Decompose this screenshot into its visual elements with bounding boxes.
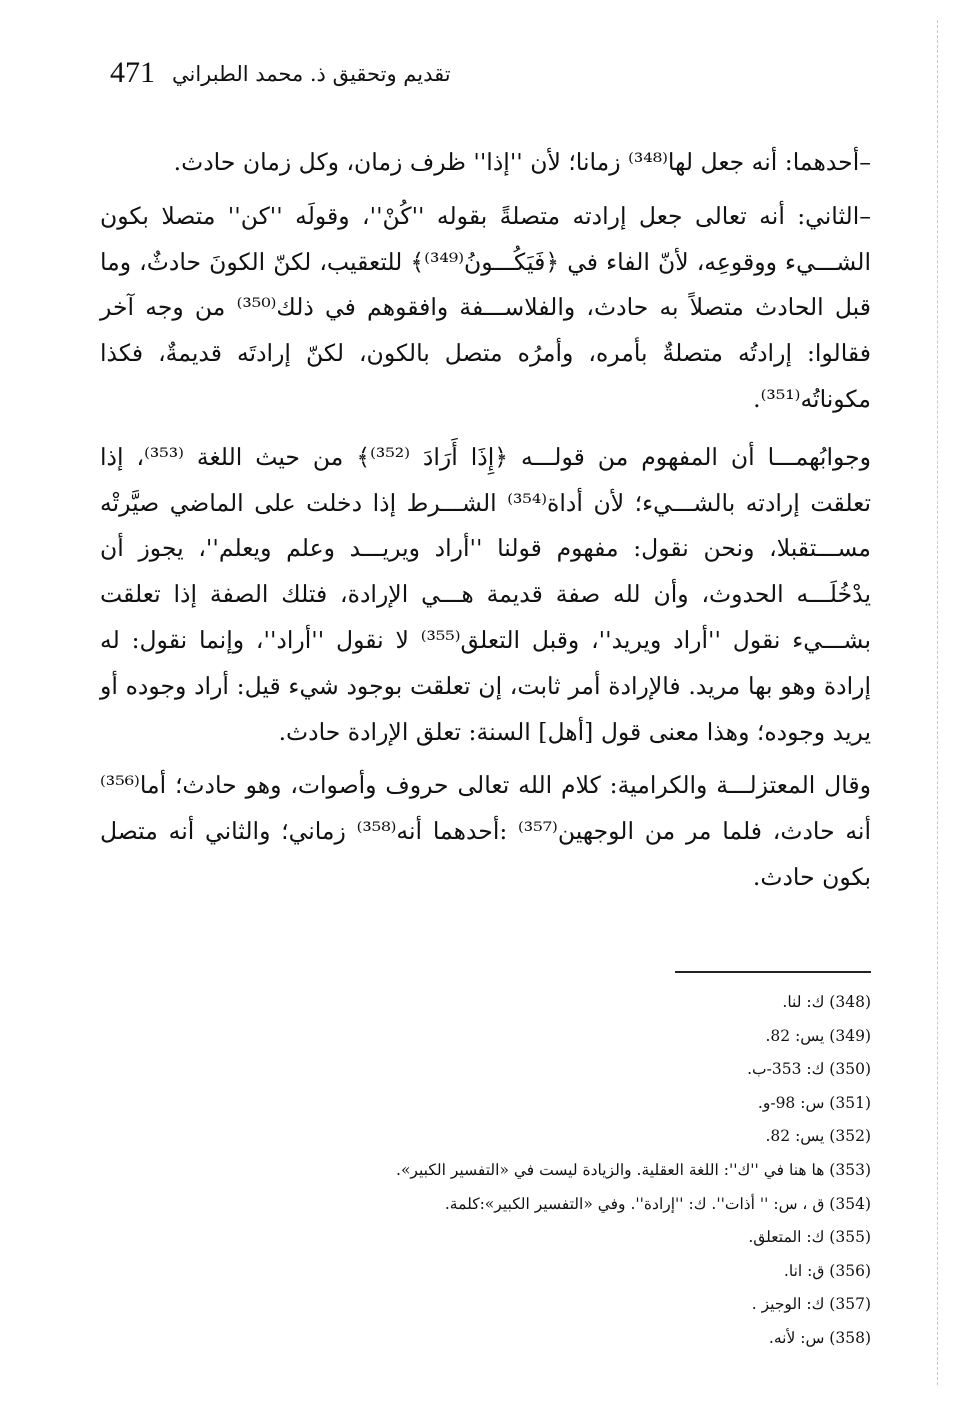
footnotes-list <box>100 986 871 1356</box>
page-number: 471 <box>110 56 155 89</box>
paragraph-first-reason: –أحدهما: أنه جعل لها⁽³⁴⁸⁾ زمانا؛ لأن ''إذا'' ظرف زمان، وكل زمان حادث. <box>173 148 871 176</box>
main-text <box>100 140 871 909</box>
footnote-352: (352) يس: 82. <box>765 1127 871 1146</box>
footnote-353: (353) ها هنا في ''ك'': اللغة العقلية. والزيادة ليست في «التفسير الكبير». <box>396 1160 871 1179</box>
footnote-355: (355) ك: المتعلق. <box>748 1228 871 1247</box>
paragraph-second-reason: –الثاني: أنه تعالى جعل إرادته متصلةً بقوله ''كُنْ''، وقولَه ''كن'' متصلا بكون الشـــيء ووقوعِه، لأنّ الفاء في ﴿فَيَكُـــونُ⁽³⁴⁹⁾﴾ للتعقيب، لكنّ الكونَ حادثٌ، وما قبل الحادث متصلاً به حادث، والفلاســـفة وافقوهم في ذلك⁽³⁵⁰⁾ من وجه آخر فقالوا: إرادتُه متصلةٌ بأمره، وأمرُه متصل بالكون، لكنّ إرادتَه قديمةٌ، فكذا مكوناتُه⁽³⁵¹⁾. <box>100 201 872 413</box>
paragraph-mutazila: وقال المعتزلـــة والكرامية: كلام الله تعالى حروف وأصوات، وهو حادث؛ أما⁽³⁵⁶⁾ أنه حادث، فلما مر من الوجهين⁽³⁵⁷⁾ :أحدهما أنه⁽³⁵⁸⁾ زماني؛ والثاني أنه متصل بكون حادث. <box>100 771 871 891</box>
footnote-357: (357) ك: الوجيز . <box>751 1295 871 1314</box>
page-header <box>110 55 856 95</box>
footnote-separator <box>675 971 871 973</box>
footnote-349: (349) يس: 82. <box>765 1026 871 1045</box>
footnote-350: (350) ك: 353-ب. <box>747 1060 871 1079</box>
footnote-356: (356) ق: انا. <box>783 1261 871 1280</box>
footnote-358: (358) س: لأنه. <box>768 1328 871 1347</box>
running-head: تقديم وتحقيق ذ. محمد الطبراني <box>172 62 451 86</box>
scan-edge-line <box>937 20 938 1385</box>
footnote-351: (351) س: 98-و. <box>757 1093 871 1112</box>
footnote-354: (354) ق ، س: '' أذات''. ك: ''إرادة''. وفي «التفسير الكبير»:كلمة. <box>444 1194 871 1213</box>
paragraph-response: وجوابُهمـــا أن المفهوم من قولـــه ﴿إِذَا أَرَادَ ⁽³⁵²⁾﴾ من حيث اللغة ⁽³⁵³⁾، إذا تعلقت إرادته بالشـــيء؛ لأن أداة⁽³⁵⁴⁾ الشـــرط إذا دخلت على الماضي صيَّرتْه مســـتقبلا، ونحن نقول: مفهوم قولنا ''أراد ويريـــد وعلم ويعلم''، يجوز أن يدْخُلَـــه الحدوث، وأن لله صفة قديمة هـــي الإرادة، فتلك الصفة إذا تعلقت بشـــيء نقول ''أراد ويريد''، وقبل التعلق⁽³⁵⁵⁾ لا نقول ''أراد''، وإنما نقول: له إرادة وهو بها مريد. فالإرادة أمر ثابت، إن تعلقت بوجود شيء قيل: أراد وجوده أو يريد وجوده؛ وهذا معنى قول [أهل] السنة: تعلق الإرادة حادث. <box>100 442 871 746</box>
footnote-348: (348) ك: لنا. <box>782 993 871 1011</box>
